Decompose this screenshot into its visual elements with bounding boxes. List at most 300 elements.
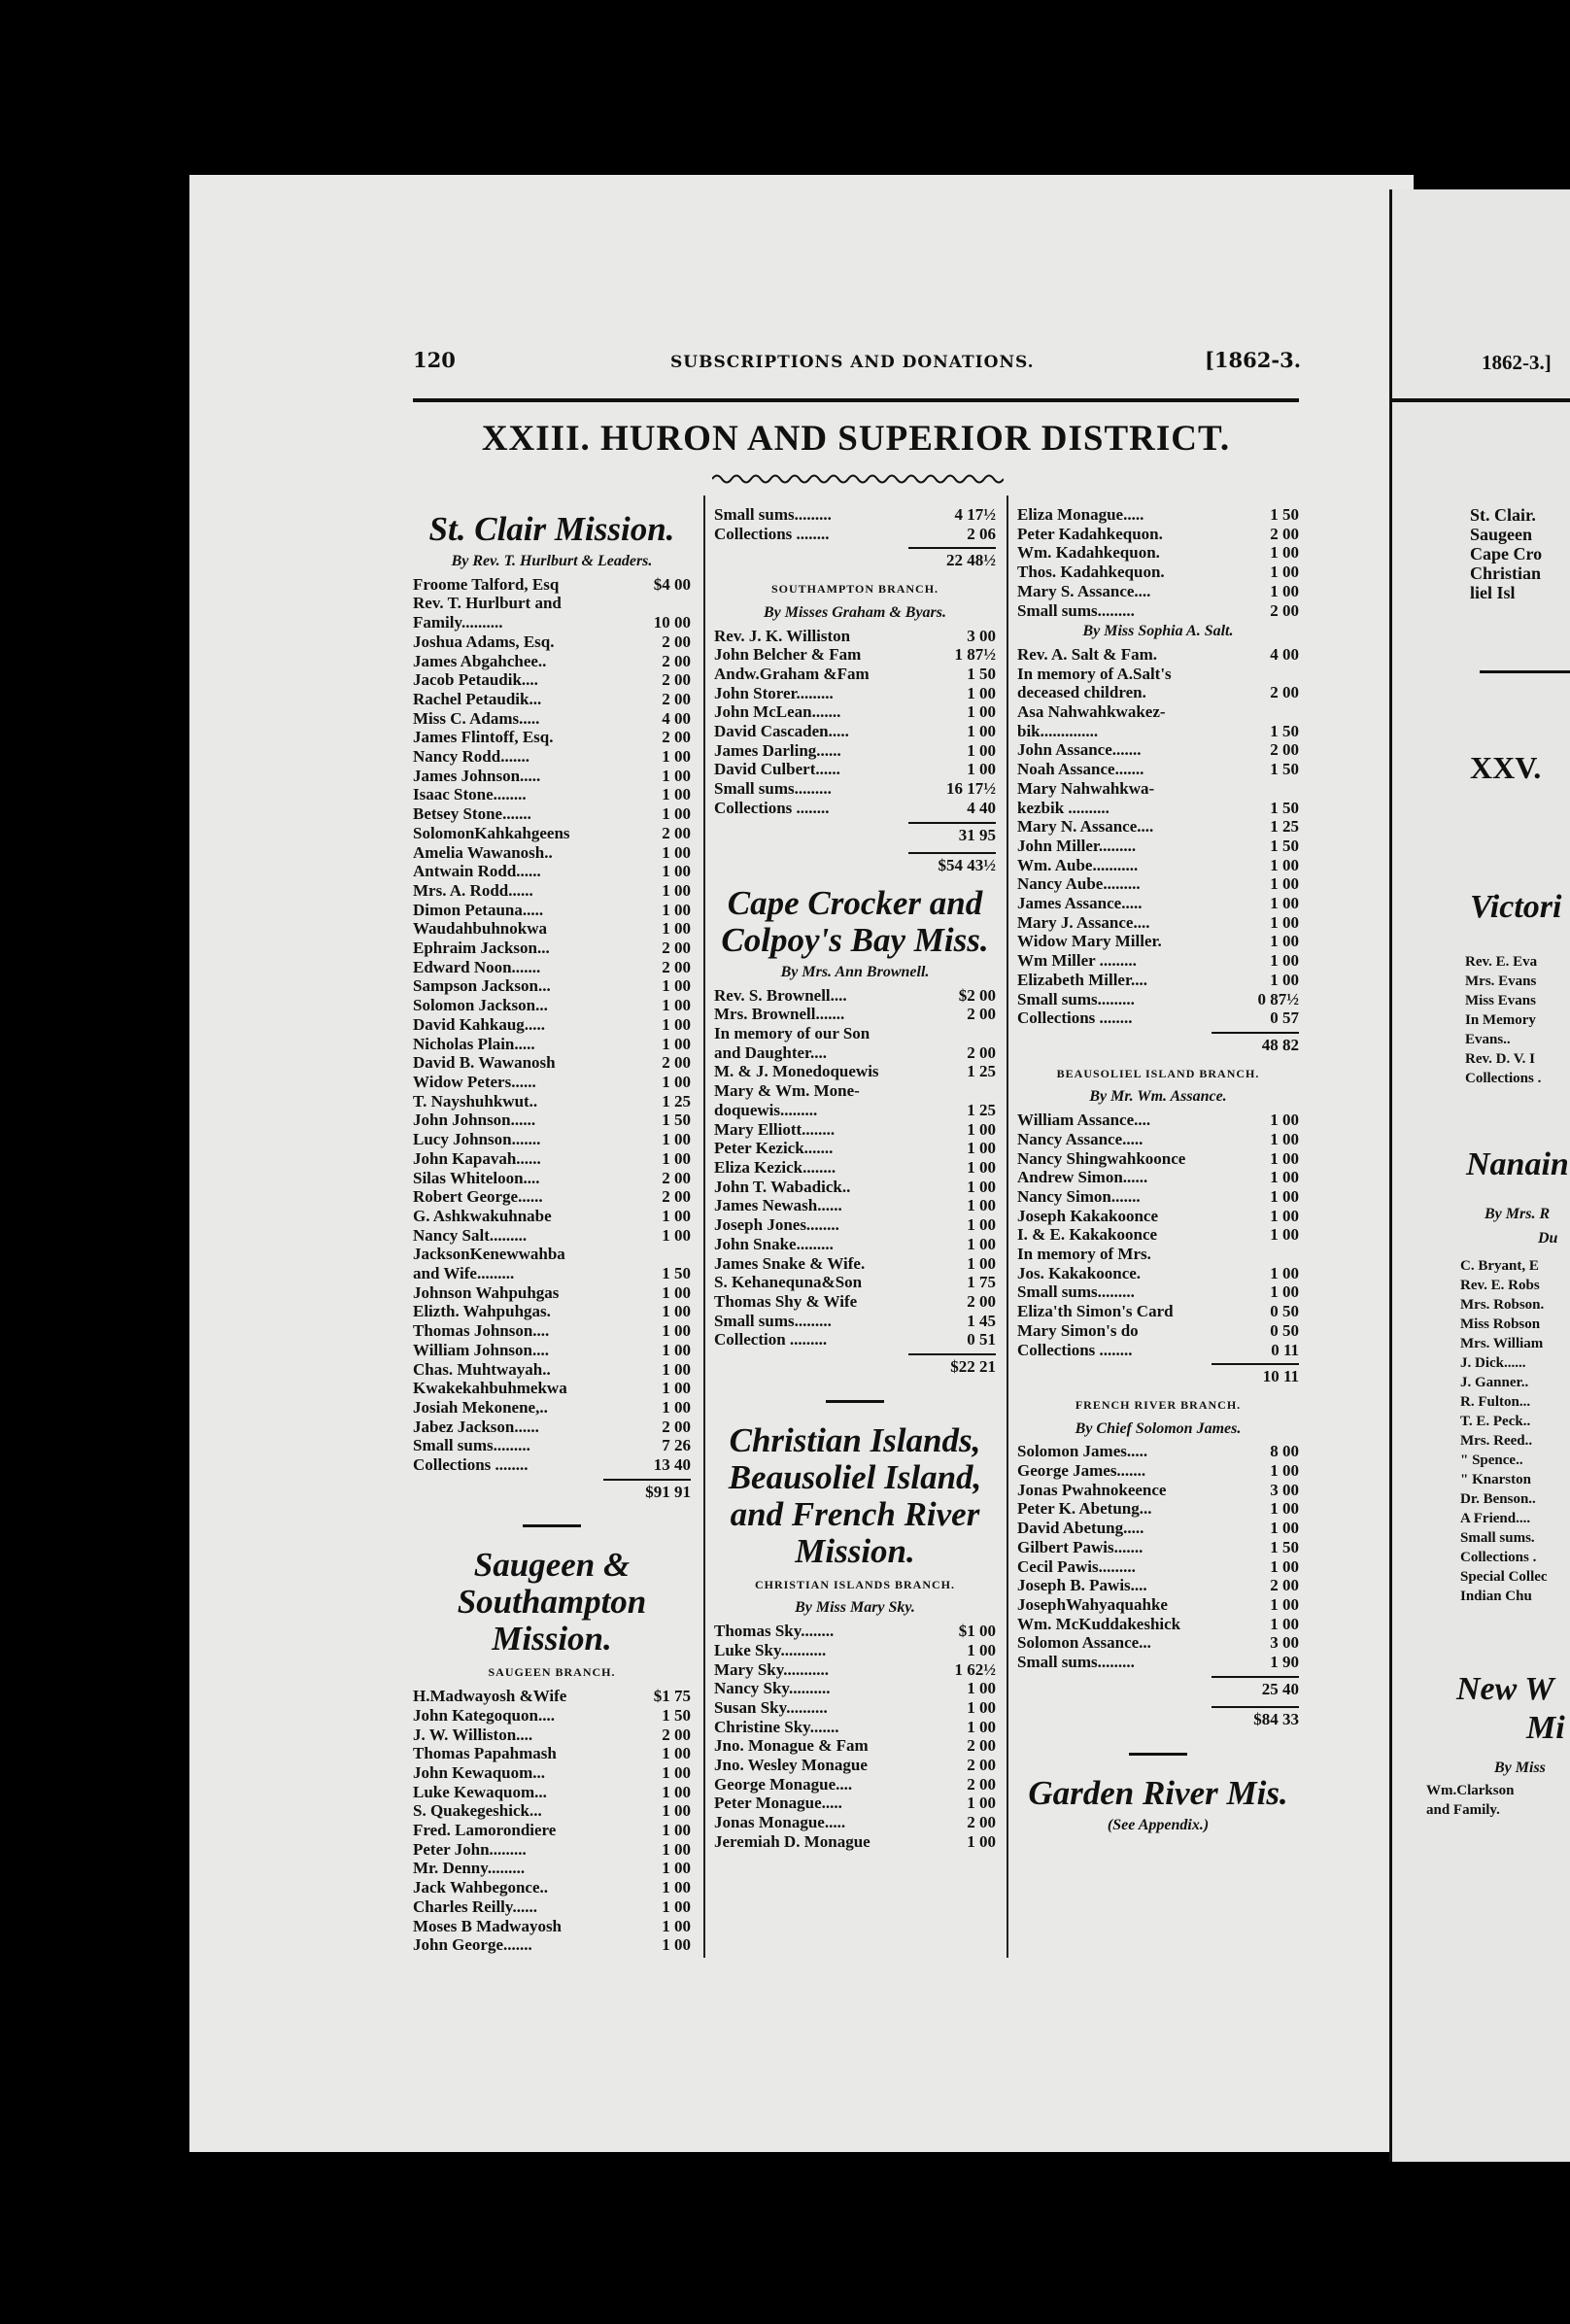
donation-amount: 0 11 xyxy=(1271,1340,1299,1359)
donation-row xyxy=(714,1794,996,1813)
donation-amount xyxy=(1246,779,1299,799)
donation-amount: 1 00 xyxy=(1270,1111,1299,1130)
donation-amount: 2 00 xyxy=(1270,1576,1299,1595)
donor-name: Peter Monague..... xyxy=(714,1794,842,1813)
subtotal-amount: $54 43½ xyxy=(908,852,996,875)
donor-name: Mary N. Assance.... xyxy=(1017,817,1154,837)
donor-name: David Cascaden..... xyxy=(714,722,849,741)
district-heading: XXIII. HURON AND SUPERIOR DISTRICT. xyxy=(481,419,1231,459)
donation-row xyxy=(413,1341,691,1360)
donation-amount: 1 00 xyxy=(662,1072,691,1091)
donation-amount: 1 25 xyxy=(662,1091,691,1111)
subtotal-amount: $22 21 xyxy=(908,1353,996,1377)
donation-amount: 2 00 xyxy=(662,957,691,976)
donation-row xyxy=(714,760,996,779)
donation-row xyxy=(1017,837,1299,856)
donor-name: John Belcher & Fam xyxy=(714,645,862,665)
facing-line: Collections . xyxy=(1465,1071,1542,1086)
donation-row xyxy=(413,939,691,958)
donor-name: Collections ........ xyxy=(714,524,830,543)
donation-amount: 1 00 xyxy=(967,1679,996,1698)
donation-amount: 1 75 xyxy=(967,1273,996,1292)
donation-row xyxy=(1017,1576,1299,1595)
donation-amount: 2 00 xyxy=(662,1187,691,1207)
donation-row xyxy=(1017,874,1299,894)
donation-row xyxy=(1017,525,1299,544)
donor-name: John McLean....... xyxy=(714,702,841,722)
donor-name: and Daughter.... xyxy=(714,1042,828,1062)
donor-name: Small sums......... xyxy=(714,1311,832,1330)
donation-amount: 1 00 xyxy=(662,996,691,1015)
donation-amount: 16 17½ xyxy=(946,779,996,799)
header-year: [1862-3. xyxy=(1205,348,1302,372)
donation-row xyxy=(413,1726,691,1745)
donation-row xyxy=(413,1130,691,1149)
donation-amount: 1 00 xyxy=(1270,912,1299,932)
donation-amount: 1 00 xyxy=(1270,1594,1299,1614)
donation-amount: 1 00 xyxy=(967,1717,996,1736)
donation-amount: 1 00 xyxy=(662,1130,691,1149)
donor-name: George James....... xyxy=(1017,1461,1146,1481)
donor-name: Thomas Johnson.... xyxy=(413,1321,550,1341)
donation-amount xyxy=(1246,702,1299,722)
facing-heading-victoria: Victori xyxy=(1470,889,1562,925)
donation-amount: 2 00 xyxy=(1270,600,1299,620)
donor-name: Jeremiah D. Monague xyxy=(714,1831,870,1851)
donation-row xyxy=(714,741,996,761)
donation-row xyxy=(1017,1615,1299,1634)
donation-row xyxy=(1017,1557,1299,1577)
facing-du: Du xyxy=(1538,1230,1558,1247)
facing-line: J. Dick...... xyxy=(1460,1355,1526,1371)
donor-name: I. & E. Kakakoonce xyxy=(1017,1225,1158,1245)
donor-name: Solomon James..... xyxy=(1017,1442,1148,1461)
facing-heading-nanaimo: Nanain xyxy=(1466,1146,1569,1182)
donation-row xyxy=(413,919,691,939)
donation-row xyxy=(714,779,996,799)
donor-name: JacksonKenewwahba xyxy=(413,1245,565,1264)
donor-name: John George....... xyxy=(413,1935,532,1955)
facing-line: Miss Evans xyxy=(1465,993,1536,1008)
donor-name: Cecil Pawis......... xyxy=(1017,1556,1136,1576)
donation-row xyxy=(714,684,996,703)
donation-row xyxy=(1017,1302,1299,1321)
donation-amount xyxy=(1246,665,1299,684)
donation-amount: 1 00 xyxy=(1270,1168,1299,1187)
donation-row xyxy=(413,1207,691,1226)
donation-amount: 1 00 xyxy=(662,804,691,824)
donor-name: JosephWahyaquahke xyxy=(1017,1594,1168,1614)
facing-line: Indian Chu xyxy=(1460,1589,1532,1604)
donor-name: Dimon Petauna..... xyxy=(413,900,544,919)
donation-row xyxy=(714,1736,996,1756)
donor-name: Susan Sky.......... xyxy=(714,1697,828,1717)
donor-name: David Abetung..... xyxy=(1017,1519,1144,1538)
donation-amount: 1 00 xyxy=(1270,543,1299,563)
donation-amount: 1 50 xyxy=(1270,1537,1299,1556)
donation-row xyxy=(1017,1264,1299,1283)
wavy-ornament xyxy=(712,472,1004,486)
donor-name: Mr. Denny......... xyxy=(413,1859,526,1878)
donor-name: John Assance....... xyxy=(1017,740,1142,760)
donation-amount: 2 00 xyxy=(967,1756,996,1775)
donor-name: Mary Nahwahkwa- xyxy=(1017,778,1155,798)
donor-name: John Snake......... xyxy=(714,1234,834,1253)
donation-row xyxy=(413,1111,691,1130)
donation-amount: $1 00 xyxy=(958,1622,996,1641)
facing-line: Mrs. Reed.. xyxy=(1460,1433,1533,1449)
donor-name: Eliza Kezick........ xyxy=(714,1157,836,1177)
donation-amount: 1 00 xyxy=(967,1831,996,1851)
mission-heading: Saugeen & Southampton Mission. xyxy=(457,1546,647,1658)
donor-name: David Kahkaug..... xyxy=(413,1014,546,1034)
donation-row xyxy=(413,1706,691,1726)
donation-amount: 1 00 xyxy=(662,880,691,900)
donation-row xyxy=(714,1062,996,1081)
donation-amount: 1 00 xyxy=(662,862,691,881)
donation-amount: 0 51 xyxy=(967,1330,996,1350)
donor-name: Widow Mary Miller. xyxy=(1017,932,1162,951)
donation-row xyxy=(714,1660,996,1680)
donation-amount: 1 00 xyxy=(662,1878,691,1897)
donor-name: Collections ........ xyxy=(1017,1008,1133,1028)
branch-heading: SAUGEEN BRANCH. xyxy=(488,1665,616,1680)
donation-amount: 4 17½ xyxy=(954,505,996,524)
header-rule xyxy=(413,398,1299,402)
donation-amount: 2 00 xyxy=(1270,740,1299,760)
donation-amount: 1 50 xyxy=(662,1264,691,1283)
donation-row xyxy=(714,986,996,1006)
donation-row xyxy=(1017,1461,1299,1481)
donation-amount: 1 00 xyxy=(967,1794,996,1813)
subtotal xyxy=(714,818,996,849)
donation-amount: 1 00 xyxy=(967,1157,996,1177)
donor-name: S. Kehanequna&Son xyxy=(714,1273,863,1292)
donor-name: Wm Miller ......... xyxy=(1017,951,1137,971)
donation-amount: 3 00 xyxy=(967,626,996,645)
page-number: 120 xyxy=(413,348,456,372)
donor-name: Rachel Petaudik... xyxy=(413,689,542,708)
donation-row xyxy=(413,1436,691,1455)
donor-name: Wm. Aube........... xyxy=(1017,855,1139,874)
donation-row xyxy=(413,1245,691,1264)
facing-line: Small sums. xyxy=(1460,1530,1535,1546)
subtotal-amount: 25 40 xyxy=(1212,1676,1299,1699)
donor-name: Isaac Stone........ xyxy=(413,785,527,804)
donor-name: T. Nayshuhkwut.. xyxy=(413,1091,538,1111)
donation-amount: 1 00 xyxy=(967,702,996,722)
facing-by-mrs: By Mrs. R xyxy=(1485,1206,1551,1222)
donation-row xyxy=(1017,1111,1299,1130)
mission-heading: Garden River Mis. xyxy=(1028,1774,1288,1813)
donation-row xyxy=(413,1821,691,1840)
donor-name: Collections ........ xyxy=(413,1455,529,1475)
donation-row xyxy=(1017,1499,1299,1519)
donation-amount: 1 00 xyxy=(662,1859,691,1878)
donation-row xyxy=(714,1254,996,1274)
donation-row xyxy=(1017,1187,1299,1207)
donation-amount: 1 00 xyxy=(662,1302,691,1321)
donation-amount: $4 00 xyxy=(653,574,691,594)
donor-name: J. W. Williston.... xyxy=(413,1725,533,1744)
donation-row xyxy=(413,670,691,690)
donation-row xyxy=(413,1169,691,1188)
donation-row xyxy=(714,1139,996,1158)
donor-name: Jacob Petaudik.... xyxy=(413,670,538,690)
donor-name: Elizth. Wahpuhgas. xyxy=(413,1302,551,1321)
donation-amount: 1 00 xyxy=(662,1340,691,1359)
donor-name: Peter K. Abetung... xyxy=(1017,1499,1152,1519)
donor-name: Small sums......... xyxy=(714,779,832,799)
donor-name: Rev. A. Salt & Fam. xyxy=(1017,644,1158,664)
facing-line: " Spence.. xyxy=(1460,1452,1523,1468)
donation-amount: 1 00 xyxy=(1270,1461,1299,1481)
donation-amount: 0 50 xyxy=(1270,1302,1299,1321)
donor-name: Waudahbuhnokwa xyxy=(413,919,547,939)
donation-amount: 1 50 xyxy=(662,1705,691,1725)
donor-name: Antwain Rodd...... xyxy=(413,862,541,881)
running-title: SUBSCRIPTIONS AND DONATIONS. xyxy=(670,353,1035,372)
donor-name: Joseph Jones........ xyxy=(714,1215,839,1235)
donation-row xyxy=(714,1005,996,1024)
donation-row xyxy=(413,901,691,920)
facing-line: Mrs. Evans xyxy=(1465,974,1537,989)
donor-name: Rev. S. Brownell.... xyxy=(714,985,847,1005)
donation-row xyxy=(714,1178,996,1197)
donor-name: Betsey Stone....... xyxy=(413,804,531,824)
donation-amount: 2 00 xyxy=(1270,683,1299,702)
donation-amount: 1 00 xyxy=(662,766,691,785)
donation-row xyxy=(714,1101,996,1120)
donation-row xyxy=(714,505,996,525)
donation-row xyxy=(714,1679,996,1698)
donation-row xyxy=(1017,932,1299,951)
donor-name: Charles Reilly...... xyxy=(413,1897,537,1916)
donation-row xyxy=(413,747,691,767)
donor-name: Jonas Monague..... xyxy=(714,1813,846,1832)
column-3 xyxy=(1017,505,1299,1839)
donation-amount: 1 00 xyxy=(967,1139,996,1158)
collector-line: By Rev. T. Hurlburt & Leaders. xyxy=(451,553,653,569)
donor-name: Moses B Madwayosh xyxy=(413,1916,563,1935)
donation-amount: 2 00 xyxy=(967,1005,996,1024)
donation-row xyxy=(714,1081,996,1101)
donation-amount: 0 50 xyxy=(1270,1320,1299,1340)
donation-amount: 2 00 xyxy=(662,651,691,670)
donation-row xyxy=(1017,760,1299,779)
collector-line: By Miss Mary Sky. xyxy=(795,1599,915,1617)
donation-amount: 1 00 xyxy=(967,1234,996,1253)
donation-amount: 1 25 xyxy=(1270,817,1299,837)
donation-amount: 1 62½ xyxy=(954,1659,996,1679)
donation-amount: 1 00 xyxy=(1270,1225,1299,1245)
donation-amount: 4 00 xyxy=(1270,644,1299,664)
donor-name: Ephraim Jackson... xyxy=(413,939,550,958)
donation-amount: 4 00 xyxy=(662,708,691,728)
donation-amount: 1 00 xyxy=(967,722,996,741)
donor-name: Thomas Sky........ xyxy=(714,1622,835,1641)
donor-name: Nancy Simon....... xyxy=(1017,1186,1141,1206)
facing-line: Rev. D. V. I xyxy=(1465,1051,1535,1067)
donation-row xyxy=(714,1698,996,1718)
donation-amount xyxy=(943,1024,996,1043)
donor-name: John Storer......... xyxy=(714,683,834,702)
donation-row xyxy=(413,652,691,671)
donation-amount: 2 00 xyxy=(967,1042,996,1062)
donation-row xyxy=(413,1035,691,1054)
donation-row xyxy=(714,1292,996,1312)
facing-line: T. E. Peck.. xyxy=(1460,1414,1531,1429)
donor-name: Small sums......... xyxy=(714,505,832,524)
donation-amount: 1 50 xyxy=(662,1111,691,1130)
donor-name: Jonas Pwahnokeence xyxy=(1017,1480,1167,1499)
facing-line: Special Collec xyxy=(1460,1569,1548,1585)
donor-name: Joseph B. Pawis.... xyxy=(1017,1576,1147,1595)
donor-name: Sampson Jackson... xyxy=(413,976,551,996)
donation-row xyxy=(1017,779,1299,799)
donor-name: Mrs. A. Rodd...... xyxy=(413,880,533,900)
donor-name: Froome Talford, Esq xyxy=(413,574,560,594)
donation-row xyxy=(1017,1341,1299,1360)
donor-name: Peter John......... xyxy=(413,1839,527,1859)
donor-name: Jos. Kakakoonce. xyxy=(1017,1263,1142,1282)
donation-amount: 1 00 xyxy=(967,1253,996,1273)
donor-name: Mary & Wm. Mone- xyxy=(714,1081,860,1101)
donor-name: Asa Nahwahkwakez- xyxy=(1017,702,1166,722)
donor-name: John Johnson...... xyxy=(413,1111,536,1130)
donation-row xyxy=(1017,799,1299,818)
donation-row xyxy=(413,1783,691,1802)
facing-line: Miss Robson xyxy=(1460,1316,1541,1332)
donation-amount: 1 00 xyxy=(662,1801,691,1821)
collector-line: By Chief Solomon James. xyxy=(1075,1419,1242,1437)
donor-name: Jabez Jackson...... xyxy=(413,1417,539,1436)
donation-amount: 1 00 xyxy=(967,1196,996,1215)
donation-row xyxy=(413,613,691,632)
donor-name: John Kategoquon.... xyxy=(413,1705,555,1725)
donation-row xyxy=(1017,683,1299,702)
donation-amount: 1 00 xyxy=(662,1379,691,1398)
donation-amount: 1 00 xyxy=(1270,970,1299,989)
collector-line: By Miss Sophia A. Salt. xyxy=(1082,623,1234,640)
collector-line: By Misses Graham & Byars. xyxy=(763,603,947,621)
donation-amount: 1 25 xyxy=(967,1062,996,1081)
collector-line: By Mr. Wm. Assance. xyxy=(1089,1088,1227,1106)
section-separator xyxy=(523,1524,581,1527)
donation-amount: 1 00 xyxy=(967,740,996,760)
facing-heading-mi: Mi xyxy=(1526,1710,1565,1746)
donation-amount: 1 00 xyxy=(1270,855,1299,874)
donor-name: Mary Simon's do xyxy=(1017,1320,1139,1340)
donation-amount: 1 00 xyxy=(1270,894,1299,913)
donation-amount: 1 50 xyxy=(1270,760,1299,779)
donation-row xyxy=(1017,543,1299,563)
collector-line: By Mrs. Ann Brownell. xyxy=(780,963,930,980)
donation-row xyxy=(413,1226,691,1246)
donation-row xyxy=(1017,645,1299,665)
donation-row xyxy=(714,1718,996,1737)
donor-name: Nancy Sky.......... xyxy=(714,1679,831,1698)
donation-amount: 1 00 xyxy=(1270,1186,1299,1206)
donation-amount: 1 00 xyxy=(662,1897,691,1916)
donor-name: Small sums......... xyxy=(1017,989,1135,1008)
donation-amount: 3 00 xyxy=(1270,1633,1299,1653)
donor-name: Miss C. Adams..... xyxy=(413,708,540,728)
donor-name: Thomas Shy & Wife xyxy=(714,1291,858,1311)
donation-row xyxy=(714,1215,996,1235)
donation-row xyxy=(1017,990,1299,1009)
donation-amount: 1 00 xyxy=(662,1321,691,1341)
donation-row xyxy=(413,1859,691,1878)
subtotal xyxy=(1017,1028,1299,1059)
donor-name: G. Ashkwakuhnabe xyxy=(413,1206,552,1225)
subtotal-amount: 31 95 xyxy=(908,822,996,845)
donation-row xyxy=(1017,1519,1299,1538)
donation-amount: 1 00 xyxy=(662,1782,691,1801)
subtotal xyxy=(413,1475,691,1506)
donor-name: John Miller......... xyxy=(1017,836,1137,855)
donation-row xyxy=(413,690,691,709)
donation-amount: 1 00 xyxy=(967,1119,996,1139)
donation-row xyxy=(1017,1008,1299,1028)
donor-name: John T. Wabadick.. xyxy=(714,1177,851,1196)
donation-amount: 1 50 xyxy=(1270,798,1299,817)
donor-name: In memory of our Son xyxy=(714,1024,870,1043)
donation-amount: 1 00 xyxy=(1270,874,1299,894)
facing-page xyxy=(1389,189,1570,2162)
donation-amount: 2 00 xyxy=(1270,524,1299,543)
donor-name: deceased children. xyxy=(1017,683,1146,702)
donor-name: Lucy Johnson....... xyxy=(413,1130,541,1149)
column-2 xyxy=(714,505,996,1852)
donation-row xyxy=(1017,971,1299,990)
section-separator xyxy=(1129,1753,1187,1756)
facing-section-xxv: XXV. xyxy=(1470,750,1542,785)
donation-amount: 2 00 xyxy=(662,670,691,690)
donor-name: Robert George...... xyxy=(413,1187,543,1207)
donation-amount: 4 40 xyxy=(967,798,996,817)
donation-row xyxy=(413,767,691,786)
donor-name: Nancy Salt......... xyxy=(413,1225,528,1245)
donation-row xyxy=(413,709,691,729)
donor-name: Eliza'th Simon's Card xyxy=(1017,1302,1174,1321)
donor-name: Andw.Graham &Fam xyxy=(714,664,870,683)
donation-amount: $1 75 xyxy=(653,1687,691,1706)
donation-row xyxy=(714,1641,996,1660)
donation-amount: 1 00 xyxy=(1270,1206,1299,1225)
donation-amount: 1 00 xyxy=(662,1359,691,1379)
donation-row xyxy=(413,804,691,824)
donation-amount: 1 90 xyxy=(1270,1653,1299,1672)
donation-row xyxy=(714,1832,996,1852)
donation-row xyxy=(413,976,691,996)
column-1 xyxy=(413,505,691,1955)
facing-line: Saugeen xyxy=(1470,525,1533,544)
facing-line: Rev. E. Eva xyxy=(1465,954,1538,970)
donation-row xyxy=(413,1917,691,1936)
donation-amount: 1 00 xyxy=(662,1014,691,1034)
donor-name: James Assance..... xyxy=(1017,894,1143,913)
donation-row xyxy=(413,1360,691,1380)
donation-amount: 1 00 xyxy=(1270,1614,1299,1633)
donation-amount: 2 00 xyxy=(662,1725,691,1744)
donation-row xyxy=(714,1813,996,1832)
donor-name: Small sums......... xyxy=(1017,1282,1135,1302)
donor-name: SolomonKahkahgeens xyxy=(413,823,570,842)
donation-row xyxy=(413,1053,691,1073)
facing-line: liel Isl xyxy=(1470,583,1516,602)
donation-row xyxy=(1017,1481,1299,1500)
